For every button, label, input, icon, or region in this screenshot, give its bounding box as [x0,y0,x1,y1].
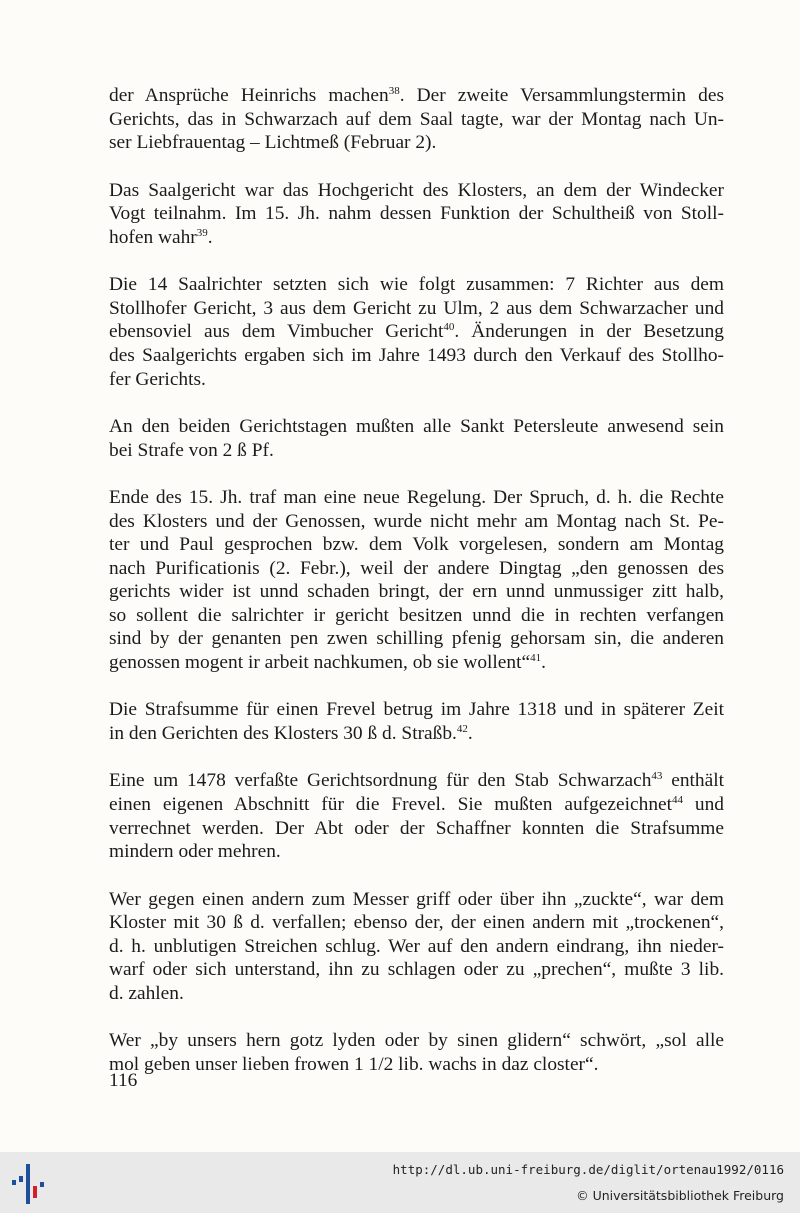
text-line [109,698,724,722]
university-library-logo-icon [10,1160,50,1208]
text-run: d. zahlen. [109,982,184,1004]
footnote-marker: 39 [196,226,208,239]
text-run: Wer gegen einen andern zum Messer griff oder über ihn „zuckte“, war dem [109,888,724,910]
text-run: fer Gerichts. [109,368,206,390]
text-run: gerichts wider ist unnd schaden bringt, der ern unnd unmussiger zitt halb, [109,581,724,603]
text-line [109,651,724,675]
text-run: Kloster mit 30 ß d. verfallen; ebenso der, der einen andern mit „trockenen“, [109,912,724,934]
text-line [109,131,724,155]
text-line [109,108,724,132]
source-url-link[interactable]: http://dl.ub.uni-freiburg.de/diglit/ortenau1992/0116 [392,1162,784,1177]
text-run: Die Strafsumme für einen Frevel betrug im Jahre 1318 und in späterer Zeit [109,699,724,721]
text-line [109,557,724,581]
text-run: Ende des 15. Jh. traf man eine neue Regelung. Der Spruch, d. h. die Rechte [109,486,724,508]
text-line [109,344,724,368]
text-run: bei Strafe von 2 ß Pf. [109,439,274,461]
text-run: in den Gerichten des Klosters 30 ß d. Straßb. [109,723,457,745]
footnote-marker: 42 [456,723,468,736]
text-run: warf oder sich unterstand, ihn zu schlagen oder zu „prechen“, mußte 3 lib. [109,959,724,981]
text-line [109,888,724,912]
paragraph [109,415,724,462]
text-line [109,320,724,344]
text-run: der Ansprüche Heinrichs machen [109,85,389,106]
text-run: enthält [662,770,724,792]
text-line [109,722,724,746]
text-line [109,817,724,841]
text-line [109,202,724,226]
text-line [109,958,724,982]
text-line [109,935,724,959]
text-run: . [467,723,473,745]
paragraph [109,84,724,155]
text-line [109,1053,724,1077]
body-text [109,84,724,1100]
text-run: und [683,794,724,816]
text-line [109,627,724,651]
text-run: ter und Paul gesprochen bzw. dem Volk vorgelesen, sondern am Montag [109,534,724,556]
text-run: Gerichts, das in Schwarzach auf dem Saal tagte, war der Montag nach Un- [109,108,724,130]
text-line [109,840,724,864]
footnote-marker: 44 [672,794,684,807]
paragraph [109,769,724,863]
footnote-marker: 38 [388,85,400,97]
text-line [109,439,724,463]
text-run: hofen wahr [109,226,197,248]
text-line [109,84,724,108]
text-run: mol geben unser lieben frowen 1 1/2 lib. wachs in daz closter“. [109,1053,599,1075]
text-run: verrechnet werden. Der Abt oder der Schaffner konnten die Strafsumme [109,817,724,839]
text-line [109,580,724,604]
text-line [109,368,724,392]
text-line [109,604,724,628]
text-run: Wer „by unsers hern gotz lyden oder by sinen glidern“ schwört, „sol alle [109,1030,724,1052]
text-run: . Änderungen in der Besetzung [454,321,725,343]
text-run: Die 14 Saalrichter setzten sich wie folgt zusammen: 7 Richter aus dem [109,274,724,296]
copyright-notice: © Universitätsbibliothek Freiburg [576,1188,784,1203]
paragraph [109,179,724,250]
text-run: An den beiden Gerichtstagen mußten alle Sankt Petersleute anwesend sein [109,415,724,437]
text-run: sind by der genanten pen zwen schilling pfenig gehorsam sin, die anderen [109,628,724,650]
text-line [109,911,724,935]
text-run: . [207,226,213,248]
text-line [109,533,724,557]
text-run: d. h. unblutigen Streichen schlug. Wer auf den andern eindrang, ihn nieder- [109,935,724,957]
text-run: ser Liebfrauentag – Lichtmeß (Februar 2). [109,132,437,154]
text-run: mindern oder mehren. [109,841,281,863]
text-run: Eine um 1478 verfaßte Gerichtsordnung für den Stab Schwarzach [109,770,652,792]
text-line [109,1029,724,1053]
text-run: ebensoviel aus dem Vimbucher Gericht [109,321,444,343]
text-run: des Saalgerichts ergaben sich im Jahre 1493 durch den Verkauf des Stollho- [109,344,724,366]
page-number: 116 [109,1070,138,1091]
footnote-marker: 43 [651,770,663,783]
paragraph [109,273,724,391]
text-line [109,226,724,250]
text-line [109,982,724,1006]
text-line [109,273,724,297]
text-run: einen eigenen Abschnitt für die Frevel. Sie mußten aufgezeichnet [109,794,673,816]
text-run: Stollhofer Gericht, 3 aus dem Gericht zu Ulm, 2 aus dem Schwarzacher und [109,297,724,319]
footer-bar [0,1152,800,1213]
text-run: Vogt teilnahm. Im 15. Jh. nahm dessen Funktion der Schultheiß von Stoll- [109,203,724,225]
paragraph [109,888,724,1006]
text-run: genossen mogent ir arbeit nachkumen, ob sie wollent“ [109,652,531,674]
text-line [109,297,724,321]
text-run: so sollent die salrichter ir gericht besitzen unnd die in rechten verfangen [109,604,724,626]
text-line [109,486,724,510]
text-run: Das Saalgericht war das Hochgericht des Klosters, an dem der Windecker [109,179,724,201]
text-line [109,793,724,817]
text-run: nach Purificationis (2. Febr.), weil der andere Dingtag „den genossen des [109,557,724,579]
footnote-marker: 40 [443,321,455,334]
text-run: . [541,652,546,674]
text-line [109,510,724,534]
text-line [109,179,724,203]
text-run: des Klosters und der Genossen, wurde nicht mehr am Montag nach St. Pe- [109,510,724,532]
text-run: . Der zweite Versammlungstermin des [399,85,724,106]
paragraph [109,1029,724,1076]
paragraph [109,698,724,745]
text-line [109,769,724,793]
paragraph [109,486,724,675]
footnote-marker: 41 [530,652,542,665]
text-line [109,415,724,439]
